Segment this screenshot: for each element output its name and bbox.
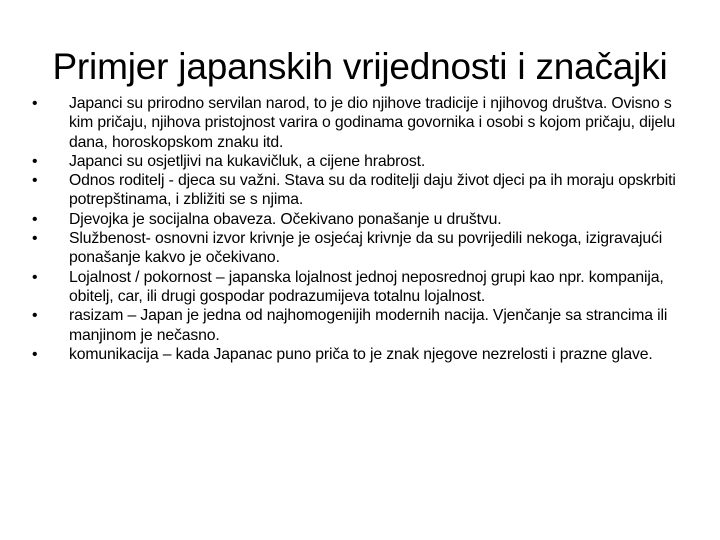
bullet-item-courage	[32, 152, 692, 171]
bullet-item-loyalty	[32, 268, 692, 307]
bullet-item-tradition	[32, 94, 692, 152]
bullet-point-icon: •	[32, 230, 38, 248]
bullet-point-icon: •	[32, 152, 38, 170]
bullet-point-icon: •	[32, 307, 38, 325]
bullet-text: komunikacija – kada Japanac puno priča to je znak njegove nezrelosti i prazne glave.	[69, 345, 653, 363]
bullet-text: Lojalnost / pokornost – japanska lojalnost jednoj neposrednoj grupi kao npr. kompanija, obitelj, car, ili drugi gospodar podrazumijeva totalnu lojalnost.	[69, 268, 664, 305]
bullet-item-girl	[32, 210, 692, 229]
bullet-text: rasizam – Japan je jedna od najhomogenijih modernih nacija. Vjenčanje sa strancima ili manjinom je nečasno.	[69, 307, 668, 344]
bullet-item-communication	[32, 345, 692, 364]
bullet-text: Odnos roditelj - djeca su važni. Stava su da roditelji daju život djeci pa ih moraju opskrbiti potrepštinama, i zbližiti se s njima.	[69, 172, 676, 209]
bullet-text: Japanci su osjetljivi na kukavičluk, a cijene hrabrost.	[69, 152, 426, 170]
slide-title: Primjer japanskih vrijednosti i značajki	[52, 46, 668, 87]
bullet-point-icon: •	[32, 268, 38, 286]
bullet-text: Djevojka je socijalna obaveza. Očekivano ponašanje u društvu.	[69, 210, 502, 228]
bullet-item-parents	[32, 171, 692, 210]
bullet-text: Japanci su prirodno servilan narod, to je dio njihove tradicije i njihovog društva. Ovisno s kim pričaju, njihova pristojnost varira o godinama govornika i osobi s kojom pričaju, dijelu dana, horoskopskom znaku itd.	[69, 95, 676, 151]
bullet-point-icon: •	[32, 210, 38, 228]
bullet-list	[32, 94, 692, 364]
bullet-point-icon: •	[32, 95, 38, 112]
bullet-item-racism	[32, 306, 692, 345]
bullet-text: Službenost- osnovni izvor krivnje je osjećaj krivnje da su povrijedili nekoga, izigravajući ponašanje kakvo je očekivano.	[69, 230, 663, 267]
bullet-item-formality	[32, 229, 692, 268]
bullet-point-icon: •	[32, 172, 38, 190]
bullet-point-icon: •	[32, 345, 38, 363]
